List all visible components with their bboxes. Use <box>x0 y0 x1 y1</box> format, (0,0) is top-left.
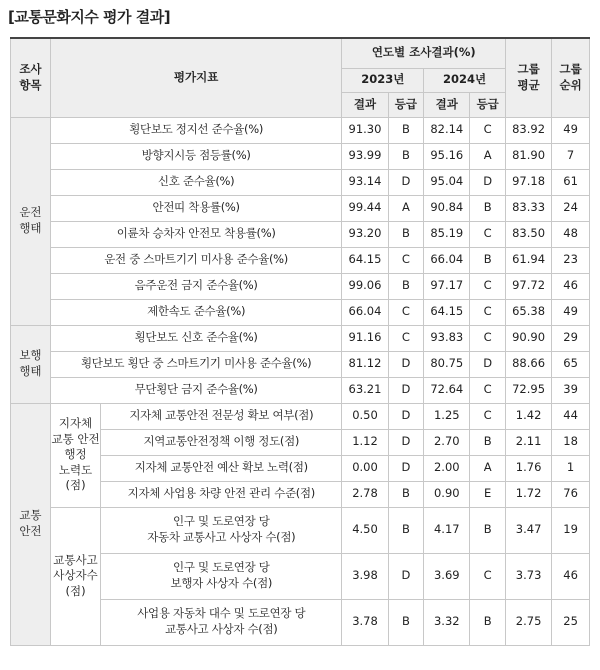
header-group-avg: 그룹 평균 <box>506 38 552 117</box>
result-2024-cell: 3.69 <box>424 553 470 599</box>
group-rank-cell: 1 <box>552 455 590 481</box>
group-avg-cell: 83.50 <box>506 221 552 247</box>
grade-2024-cell: C <box>470 299 506 325</box>
subcategory-casualty: 교통사고 사상자수 (점) <box>50 507 100 645</box>
grade-2024-cell: C <box>470 325 506 351</box>
indicator-cell: 횡단보도 정지선 준수율(%) <box>50 117 342 143</box>
indicator-cell: 지역교통안전정책 이행 정도(점) <box>101 429 342 455</box>
group-avg-cell: 97.72 <box>506 273 552 299</box>
table-row <box>11 117 590 143</box>
grade-2023-cell: D <box>388 429 424 455</box>
header-item: 조사 항목 <box>11 38 51 117</box>
grade-2023-cell: C <box>388 325 424 351</box>
result-2023-cell: 2.78 <box>342 481 388 507</box>
group-avg-cell: 1.42 <box>506 403 552 429</box>
result-2023-cell: 0.00 <box>342 455 388 481</box>
grade-2024-cell: C <box>470 553 506 599</box>
table-row <box>11 247 590 273</box>
grade-2024-cell: C <box>470 221 506 247</box>
group-avg-cell: 2.11 <box>506 429 552 455</box>
group-avg-cell: 2.75 <box>506 599 552 645</box>
table-row <box>11 351 590 377</box>
group-rank-cell: 39 <box>552 377 590 403</box>
group-rank-cell: 23 <box>552 247 590 273</box>
grade-2024-cell: C <box>470 403 506 429</box>
group-rank-cell: 46 <box>552 273 590 299</box>
result-2024-cell: 95.04 <box>424 169 470 195</box>
group-avg-cell: 83.33 <box>506 195 552 221</box>
category-driving: 운전 행태 <box>11 117 51 325</box>
table-row <box>11 325 590 351</box>
grade-2024-cell: D <box>470 351 506 377</box>
indicator-cell: 사업용 자동차 대수 및 도로연장 당 교통사고 사상자 수(점) <box>101 599 342 645</box>
traffic-culture-index-table <box>10 37 590 646</box>
grade-2023-cell: D <box>388 403 424 429</box>
grade-2024-cell: B <box>470 429 506 455</box>
result-2023-cell: 93.14 <box>342 169 388 195</box>
subcategory-local-admin: 지자체 교통 안전 행정 노력도 (점) <box>50 403 100 507</box>
grade-2024-cell: B <box>470 247 506 273</box>
indicator-cell: 제한속도 준수율(%) <box>50 299 342 325</box>
header-indicator: 평가지표 <box>50 38 342 117</box>
table-row <box>11 169 590 195</box>
group-avg-cell: 3.47 <box>506 507 552 553</box>
result-2024-cell: 93.83 <box>424 325 470 351</box>
result-2023-cell: 64.15 <box>342 247 388 273</box>
result-2023-cell: 99.44 <box>342 195 388 221</box>
indicator-cell: 횡단보도 신호 준수율(%) <box>50 325 342 351</box>
header-year-2023: 2023년 <box>342 68 424 92</box>
indicator-cell: 운전 중 스마트기기 미사용 준수율(%) <box>50 247 342 273</box>
indicator-cell: 횡단보도 횡단 중 스마트기기 미사용 준수율(%) <box>50 351 342 377</box>
group-avg-cell: 81.90 <box>506 143 552 169</box>
group-rank-cell: 19 <box>552 507 590 553</box>
group-avg-cell: 83.92 <box>506 117 552 143</box>
result-2024-cell: 2.70 <box>424 429 470 455</box>
grade-2024-cell: D <box>470 169 506 195</box>
grade-2023-cell: B <box>388 143 424 169</box>
group-rank-cell: 65 <box>552 351 590 377</box>
result-2023-cell: 93.99 <box>342 143 388 169</box>
header-result-2024: 결과 <box>424 92 470 117</box>
result-2024-cell: 66.04 <box>424 247 470 273</box>
header-yearly: 연도별 조사결과(%) <box>342 38 506 68</box>
grade-2024-cell: E <box>470 481 506 507</box>
result-2023-cell: 99.06 <box>342 273 388 299</box>
group-rank-cell: 61 <box>552 169 590 195</box>
group-rank-cell: 44 <box>552 403 590 429</box>
result-2023-cell: 4.50 <box>342 507 388 553</box>
category-safety: 교통 안전 <box>11 403 51 645</box>
group-avg-cell: 97.18 <box>506 169 552 195</box>
grade-2024-cell: B <box>470 195 506 221</box>
result-2024-cell: 82.14 <box>424 117 470 143</box>
grade-2023-cell: B <box>388 481 424 507</box>
result-2023-cell: 66.04 <box>342 299 388 325</box>
result-2024-cell: 64.15 <box>424 299 470 325</box>
indicator-cell: 음주운전 금지 준수율(%) <box>50 273 342 299</box>
indicator-cell: 방향지시등 점등률(%) <box>50 143 342 169</box>
table-row <box>11 273 590 299</box>
result-2024-cell: 97.17 <box>424 273 470 299</box>
group-rank-cell: 7 <box>552 143 590 169</box>
header-grade-2024: 등급 <box>470 92 506 117</box>
table-row <box>11 299 590 325</box>
group-avg-cell: 61.94 <box>506 247 552 273</box>
indicator-cell: 안전띠 착용률(%) <box>50 195 342 221</box>
header-year-2024: 2024년 <box>424 68 506 92</box>
page-title: [교통문화지수 평가 결과] <box>8 8 171 26</box>
grade-2023-cell: C <box>388 247 424 273</box>
table-row <box>11 507 590 553</box>
group-rank-cell: 48 <box>552 221 590 247</box>
grade-2023-cell: B <box>388 273 424 299</box>
group-avg-cell: 65.38 <box>506 299 552 325</box>
result-2023-cell: 3.98 <box>342 553 388 599</box>
grade-2024-cell: B <box>470 599 506 645</box>
grade-2024-cell: C <box>470 117 506 143</box>
grade-2023-cell: B <box>388 599 424 645</box>
group-avg-cell: 3.73 <box>506 553 552 599</box>
grade-2023-cell: B <box>388 507 424 553</box>
grade-2023-cell: D <box>388 169 424 195</box>
category-walking: 보행 행태 <box>11 325 51 403</box>
group-rank-cell: 18 <box>552 429 590 455</box>
result-2023-cell: 63.21 <box>342 377 388 403</box>
indicator-cell: 인구 및 도로연장 당 보행자 사상자 수(점) <box>101 553 342 599</box>
indicator-cell: 지자체 사업용 차량 안전 관리 수준(점) <box>101 481 342 507</box>
result-2024-cell: 80.75 <box>424 351 470 377</box>
group-avg-cell: 1.76 <box>506 455 552 481</box>
result-2024-cell: 3.32 <box>424 599 470 645</box>
grade-2024-cell: C <box>470 273 506 299</box>
table-row <box>11 221 590 247</box>
grade-2023-cell: C <box>388 299 424 325</box>
group-avg-cell: 72.95 <box>506 377 552 403</box>
group-rank-cell: 49 <box>552 117 590 143</box>
grade-2023-cell: D <box>388 455 424 481</box>
result-2023-cell: 93.20 <box>342 221 388 247</box>
table-row <box>11 403 590 429</box>
result-2024-cell: 90.84 <box>424 195 470 221</box>
group-avg-cell: 88.66 <box>506 351 552 377</box>
indicator-cell: 무단횡단 금지 준수율(%) <box>50 377 342 403</box>
indicator-cell: 인구 및 도로연장 당 자동차 교통사고 사상자 수(점) <box>101 507 342 553</box>
result-2024-cell: 72.64 <box>424 377 470 403</box>
group-avg-cell: 90.90 <box>506 325 552 351</box>
grade-2023-cell: B <box>388 221 424 247</box>
result-2024-cell: 0.90 <box>424 481 470 507</box>
table-row <box>11 143 590 169</box>
grade-2023-cell: B <box>388 117 424 143</box>
header-grade-2023: 등급 <box>388 92 424 117</box>
result-2024-cell: 85.19 <box>424 221 470 247</box>
group-rank-cell: 76 <box>552 481 590 507</box>
indicator-cell: 신호 준수율(%) <box>50 169 342 195</box>
result-2024-cell: 2.00 <box>424 455 470 481</box>
table-row <box>11 195 590 221</box>
result-2024-cell: 4.17 <box>424 507 470 553</box>
result-2024-cell: 95.16 <box>424 143 470 169</box>
result-2023-cell: 0.50 <box>342 403 388 429</box>
header-result-2023: 결과 <box>342 92 388 117</box>
indicator-cell: 지자체 교통안전 전문성 확보 여부(점) <box>101 403 342 429</box>
grade-2023-cell: D <box>388 351 424 377</box>
grade-2024-cell: B <box>470 507 506 553</box>
header-group-rank: 그룹 순위 <box>552 38 590 117</box>
grade-2024-cell: A <box>470 143 506 169</box>
result-2024-cell: 1.25 <box>424 403 470 429</box>
table-row <box>11 377 590 403</box>
group-rank-cell: 46 <box>552 553 590 599</box>
grade-2024-cell: A <box>470 455 506 481</box>
grade-2023-cell: A <box>388 195 424 221</box>
result-2023-cell: 91.16 <box>342 325 388 351</box>
group-rank-cell: 24 <box>552 195 590 221</box>
group-rank-cell: 25 <box>552 599 590 645</box>
indicator-cell: 지자체 교통안전 예산 확보 노력(점) <box>101 455 342 481</box>
group-rank-cell: 29 <box>552 325 590 351</box>
result-2023-cell: 1.12 <box>342 429 388 455</box>
grade-2023-cell: D <box>388 553 424 599</box>
group-avg-cell: 1.72 <box>506 481 552 507</box>
indicator-cell: 이륜차 승차자 안전모 착용률(%) <box>50 221 342 247</box>
result-2023-cell: 3.78 <box>342 599 388 645</box>
grade-2023-cell: D <box>388 377 424 403</box>
result-2023-cell: 91.30 <box>342 117 388 143</box>
group-rank-cell: 49 <box>552 299 590 325</box>
result-2023-cell: 81.12 <box>342 351 388 377</box>
grade-2024-cell: C <box>470 377 506 403</box>
